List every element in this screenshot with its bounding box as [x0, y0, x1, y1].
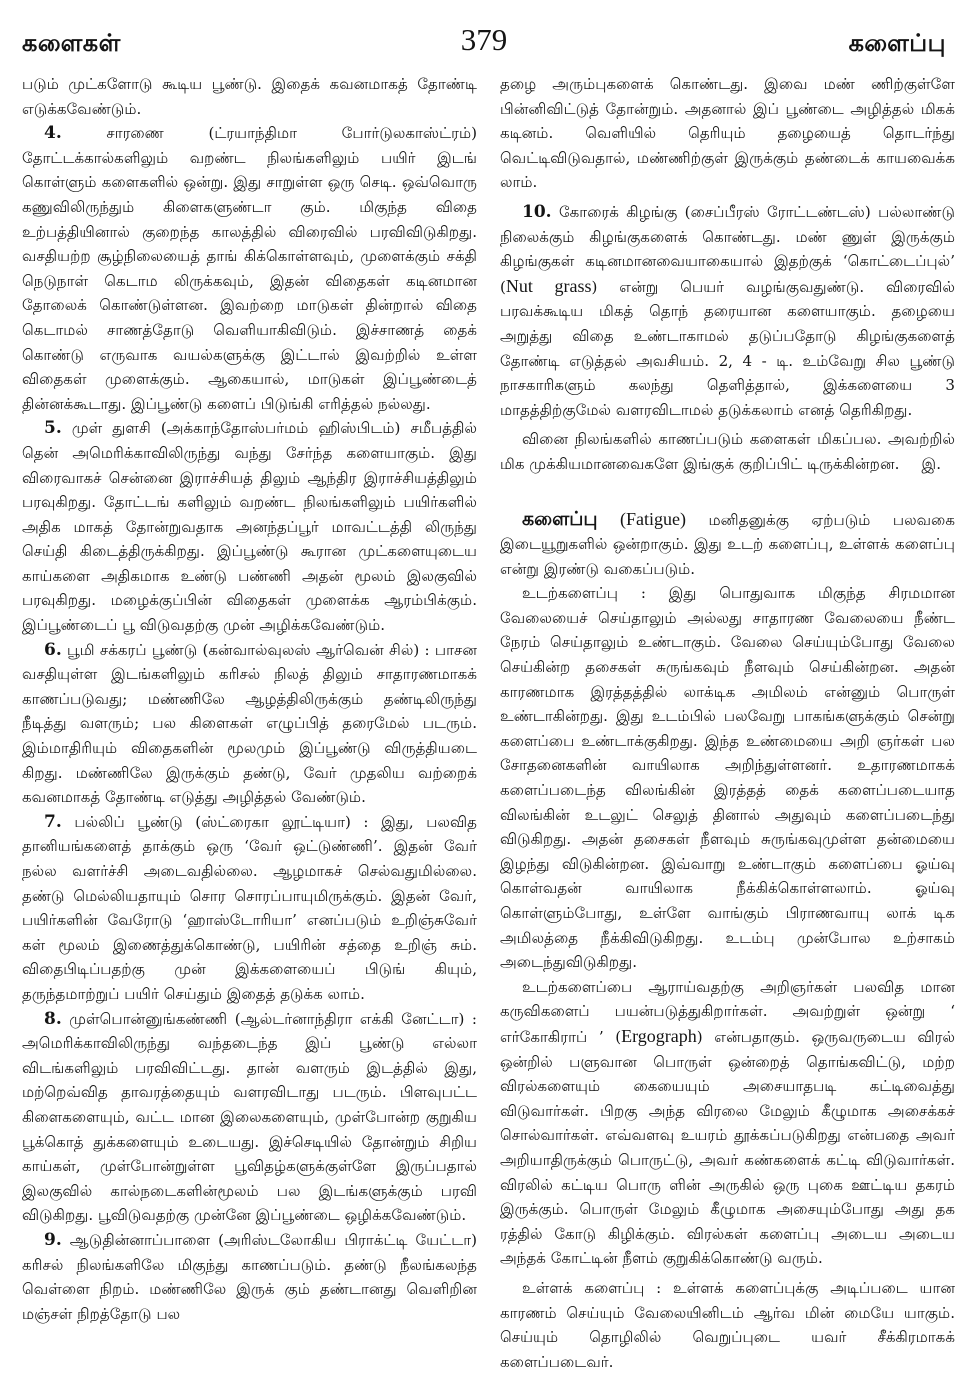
left-column: [22, 72, 477, 1357]
entry-text: ) என்று பெயர் வழங்குவதுண்டு. விரைவில் பரவக்கூடிய மிகத் தொந் தரையான களையாகும். தழையை அறுத்து விதை உண்டாகாமல் தடுப்பதோடு கிழங்குகளைத் தோண்டி எடுத்தல் அவசியம். 2, 4 - டி. உம்வேறு சில பூண்டு நாசகாரிகளும் கலந்து தெளித்தால், இக்களையை 3 மாதத்திற்குமேல் வளரவிடாமல் தடுக்கலாம் எனத் தெரிகிறது.: [500, 277, 955, 419]
paragraph-continuation: தழை அரும்புகளைக் கொண்டது. இவை மண் ணிற்குள்ளே பின்னிவிட்டுத் தோன்றும். அதனால் இப் பூண்டை அழித்தல் மிகக் கடினம். வெளியில் தெரியும் தழையைத் தொடர்ந்து வெட்டிவிடுவதால், மண்ணிற்குள் இருக்கும் தண்டைக் காயவைக்க லாம்.: [500, 75, 955, 192]
right-column: [500, 72, 955, 1371]
paragraph-mental-fatigue: உள்ளக் களைப்பு : உள்ளக் களைப்புக்கு அடிப்படை யான காரணம் செய்யும் வேலையினிடம் ஆர்வ மின் மையே யாகும். செய்யும் தொழிலில் வெறுப்புடை யவர் சீக்கிரமாகக் களைப்படைவர்.: [500, 1278, 955, 1371]
page-header: [22, 22, 946, 62]
entry-9: [22, 1228, 477, 1326]
author-initial: இ.: [921, 454, 941, 473]
paragraph-ergograph: [500, 975, 955, 1271]
paragraph-physical-fatigue: உடற்களைப்பு : இது பொதுவாக மிகுந்த சிரமமான வேலையைச் செய்தாலும் அல்லது சாதாரண வேலையை நீண்ட நேரம் செய்தாலும் உண்டாகும். வேலை செய்யும்போது வேலை செய்கின்ற தசைகள் சுருங்கவும் நீளவும் செய்கின்றன. அதன் காரணமாக இரத்தத்தில் லாக்டிக அமிலம் என்னும் பொருள் உண்டாகின்றது. இது உடம்பில் பலவேறு பாகங்களுக்கும் சென்று களைப்பை உண்டாக்குகிறது. இந்த உண்மையை அறி ஞர்கள் பல சோதனைகளின் வாயிலாக அறிந்துள்ளனர். உதாரணமாகக் களைப்படைந்த விலங்கின் இரத்தத் தைக் களைப்படையாத விலங்கின் உடலுட் செலுத் தினால் அதுவும் களைப்படைந்து விடுகிறது. அதன் தசைகள் நீளவும் சுருங்கவுமுள்ள தன்மையை இழந்து விடுகின்றன. இவ்வாறு உண்டாகும் களைப்பை ஓய்வு கொள்வதன் வாயிலாக நீக்கிக்கொள்ளலாம். ஓய்வு கொள்ளும்போது, உள்ளே வாங்கும் பிராணவாயு லாக் டிக அமிலத்தை நீக்கிவிடுகிறது. உடம்பு முன்போல உற்சாகம் அடைந்துவிடுகிறது.: [500, 584, 955, 972]
entry-text: மனிதனுக்கு ஏற்படும் பலவகை இடையூறுகளில் ஒன்றாகும். இது உடற் களைப்பு, உள்ளக் களைப்பு என்று இரண்டு வகைப்படும்.: [500, 510, 955, 578]
entry-number: 7.: [44, 811, 62, 832]
entry-6: [22, 638, 477, 810]
entry-number: 5.: [44, 418, 62, 439]
latin-term: Ergograph: [621, 1025, 697, 1046]
paragraph-continuation: படும் முட்களோடு கூடிய பூண்டு. இதைக் கவனமாகத் தோண்டி எடுக்கவேண்டும்.: [22, 75, 477, 118]
entry-4: [22, 121, 477, 416]
entry-7: [22, 810, 477, 1007]
entry-text: முள் துளசி (அக்காந்தோஸ்பர்மம் ஹிஸ்பிடம்) சமீபத்தில் தென் அமெரிக்காவிலிருந்து வந்து சேர்ந்த களையாகும். இது விரைவாகச் சென்னை இராச்சியத் திலும் ஆந்திர இராச்சியத்திலும் பரவுகிறது. தோட்டங் களிலும் வறண்ட நிலங்களிலும் பயிர்களில் அதிக மாகத் தோன்றுவதாக அனந்தப்பூர் மாவட்டத்தி லிருந்து செய்தி கிடைத்திருக்கிறது. இப்பூண்டு கூரான முட்களையுடைய காய்களை அதிகமாக உண்டு பண்ணி அதன் மூலம் இலகுவில் பரவுகிறது. மழைக்குப்பின் விதைகள் முளைக்க ஆரம்பிக்கும். இப்பூண்டைப் பூ விடுவதற்கு முன் அழிக்கவேண்டும்.: [22, 419, 477, 635]
paragraph-text: உடற்களைப்பை ஆராய்வதற்கு அறிஞர்கள் பலவித மான கருவிகளைப் பயன்படுத்துகிறார்கள். அவற்றுள் ஒன்று ‘ எர்கோகிராப் ’ (: [500, 977, 955, 1046]
section-summary: வினை நிலங்களில் காணப்படும் களைகள் மிகப்பல. அவற்றில் மிக முக்கியமானவைகளே இங்குக் குறிப்பிட் டிருக்கின்றன.: [500, 430, 955, 473]
entry-number: 10.: [522, 201, 552, 222]
entry-8: [22, 1007, 477, 1228]
entry-10: [500, 200, 955, 422]
paragraph-text: ) என்பதாகும். ஒருவருடைய விரல் ஒன்றில் பளுவான பொருள் ஒன்றைத் தொங்கவிட்டு, மற்ற விரல்களையும் கையையும் அசையாதபடி கட்டிவைத்து விடுவார்கள். பிறகு அந்த விரலை மேலும் கீழுமாக அசைக்கச் சொல்வார்கள். எவ்வளவு உயரம் தூக்கப்படுகிறது என்பதை அவர் அறியாதிருக்கும் பொருட்டு, அவர் கண்களைக் கட்டி விடுவார்கள். விரலில் கட்டிய பொரு ளின் அருகில் ஒரு புகை ஊட்டிய தகரம் இருக்கும். பொருள் மேலும் கீழுமாக அசையும்போது அது தக ரத்தில் கோடு கிழிக்கும். விரல்கள் களைப்பு அடைய அடைய அந்தக் கோட்டின் நீளம் குறுகிக்கொண்டு வரும்.: [500, 1027, 955, 1268]
entry-text: கோரைக் கிழங்கு (சைப்பீரஸ் ரோட்டண்டஸ்) பல்லாண்டு நிலைக்கும் கிழங்குகளைக் கொண்டது. மண் ணுள் இருக்கும் கிழங்குகள் கடினமானவையாகையால் இதற்குக் ‘கொட்டைப்புல்’ (: [500, 202, 955, 296]
entry-number: 9.: [44, 1229, 62, 1250]
page-number: 379: [460, 22, 508, 57]
entry-number: 4.: [44, 123, 62, 144]
right-guide-word: களைப்பு: [848, 28, 946, 57]
entry-fatigue: [500, 507, 955, 582]
left-guide-word: களைகள்: [22, 28, 121, 57]
entry-text: சாரணை (ட்ரயாந்திமா போர்டுலகாஸ்ட்ரம்) தோட்டக்கால்களிலும் வறண்ட நிலங்களிலும் பயிர் இடங் கொள்ளும் களைகளில் ஒன்று. இது சாறுள்ள ஒரு செடி. ஒவ்வொரு கணுவிலிருந்தும் கிளைகளுண்டா கும். மிகுந்த விதை உற்பத்தியினால் குறைந்த காலத்தில் விரைவில் பரவிவிடுகிறது. வசதியற்ற சூழ்நிலையைத் தாங் கிக்கொள்ளவும், முளைக்கும் சக்தி நெடுநாள் கெடாம லிருக்கவும், இதன் விதைகள் கடினமான தோலைக் கொண்டுள்ளன. இவற்றை மாடுகள் தின்றால் விதை கெடாமல் சாணத்தோடு வெளியாகிவிடும். இச்சாணத் தைக் கொண்டு எருவாக வயல்களுக்கு இட்டால் இவற்றில் உள்ள விதைகள் முளைக்கும். ஆகையால், மாடுகள் இப்பூண்டைத் தின்னக்கூடாது. இப்பூண்டு களைப் பிடுங்கி எரித்தல் நல்லது.: [22, 124, 477, 413]
entry-text: பூமி சக்கரப் பூண்டு (கன்வால்வுலஸ் ஆர்வென் சில்) : பாசன வசதியுள்ள இடங்களிலும் கரிசல் நிலத் திலும் சாதாரணமாகக் காணப்படுவது; மண்ணிலே ஆழத்திலிருக்கும் தண்டிலிருந்து நீடித்து வளரும்; பல கிளைகள் எழுப்பித் தரைமேல் படரும். இம்மாதிரியும் விதைகளின் மூலமும் இப்பூண்டு விருத்தியடை கிறது. மண்ணிலே இருக்கும் தண்டு, வேர் முதலிய வற்றைக் கவனமாகத் தோண்டி எடுத்து அழித்தல் வேண்டும்.: [22, 640, 477, 807]
entry-number: 6.: [44, 639, 62, 660]
entry-text: ஆடுதின்னாப்பாளை (அரிஸ்டலோகிய பிராக்ட்டி யேட்டா) கரிசல் நிலங்களிலே மிகுந்து காணப்படும். தண்டு நீலங்கலந்த வெள்ளை நிறம். மண்ணிலே இருக் கும் தண்டானது வெளிறின மஞ்சள் நிறத்தோடு பல: [22, 1230, 477, 1323]
entry-text: பல்லிப் பூண்டு (ஸ்ட்ரைகா லூட்டியா) : இது, பலவித தானியங்களைத் தாக்கும் ஒரு ‘வேர் ஒட்டுண்ணி’. இதன் வேர் நல்ல வளர்ச்சி அடைவதில்லை. ஆழமாகச் செல்வதுமில்லை. தண்டு மெல்லியதாயும் சொர சொரப்பாயுமிருக்கும். இதன் வேர், பயிர்களின் வேரோடு ‘ஹாஸ்டோரியா’ எனப்படும் உறிஞ்சுவேர் கள் மூலம் இணைத்துக்கொண்டு, பயிரின் சத்தை உறிஞ் சும். விதைபிடிப்பதற்கு முன் இக்களையைப் பிடுங் கியும், தருந்தமாற்றுப் பயிர் செய்தும் இதைத் தடுக்க லாம்.: [22, 812, 477, 1003]
entry-headword: களைப்பு: [522, 507, 598, 530]
entry-text: முள்பொன்னுங்கண்ணி (ஆல்டர்னாந்திரா எக்கி னேட்டா) : அமெரிக்காவிலிருந்து வந்தடைந்த இப் பூண்டு எல்லா விடங்களிலும் பரவிவிட்டது. தான் வளரும் இடத்தில் இது, மற்றெவ்வித தாவரத்தையும் வளரவிடாது படரும். பிளவுபட்ட கிளைகளையும், வட்ட மான இலைகளையும், முள்போன்ற குறுகிய பூக்கொத் துக்களையும் உடையது. இச்செடியில் தோன்றும் சிறிய காய்கள், முள்போன்றுள்ள பூவிதழ்களுக்குள்ளே இருப்பதால் இலகுவில் கால்நடைகளின்மூலம் பல இடங்களுக்கும் பரவி விடுகிறது. பூவிடுவதற்கு முன்னே இப்பூண்டை ஒழிக்கவேண்டும்.: [22, 1009, 477, 1225]
latin-term: (Fatigue): [620, 508, 687, 529]
entry-number: 8.: [44, 1008, 62, 1029]
entry-5: [22, 416, 477, 637]
latin-term: Nut grass: [505, 275, 592, 296]
